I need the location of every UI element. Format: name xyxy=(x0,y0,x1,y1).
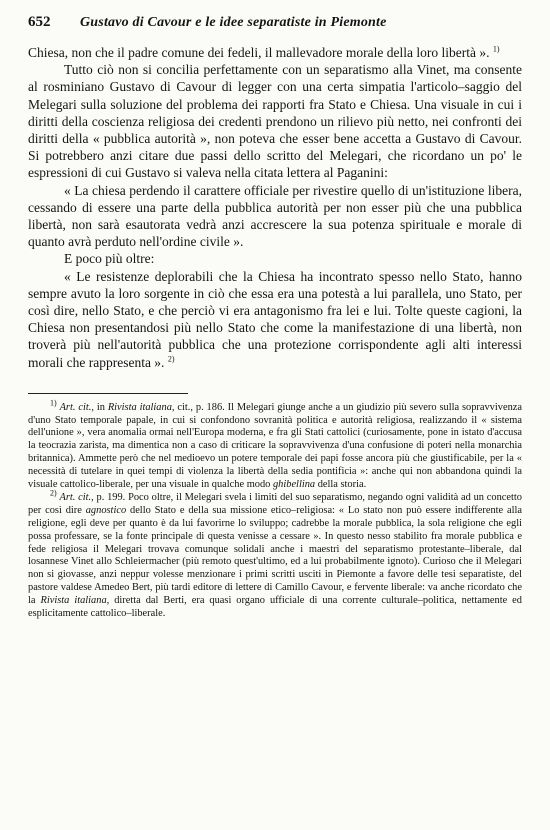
quotation: « Le resistenze deplorabili che la Chiesa ha incontrato spesso nello Stato, hanno sempre avuto la loro sorgente in ciò che essa era una potestà a lui parallela, uno Stato, per così dire, nello Stato, e che perciò vi era antagonismo fra lei e lui. Tolte queste cagioni, la Chiesa non presentandosi più nello Stato che come la manifestazione di una libertà, non troverà più nell'autorità pubblica che una protezione corrispondente agli alti interessi morali che rappresenta ». $^{2)}$ xyxy=(28,268,522,370)
footnote: $^{1)}$ Art. cit., in Rivista italiana, cit., p. 186. Il Melegari giunge anche a un giudizio più severo sulla sopravvivenza d'uno Stato temporale papale, in cui si confondono sovranità politica e autorità religiosa, realizzando il « sistema dell'unione », vera anomalia ormai nell'Europa moderna, e fra gli Stati cattolici (curiosamente, pone in istato d'accusa la teocrazia zarista, ma dimentica non a caso di criticare la sopravvivenza d'una confusione di poteri nella monarchia britannica). Ammette però che nel medioevo un potere temporale dei papi fosse ancora più che giustificabile, per la « necessità di tutelare in quei tempi di violenza la libertà della sedia pontificia »: anche qui non abbandona quindi la visuale cattolico-liberale, per una visuale in qualche modo ghibellina della storia. xyxy=(28,398,522,490)
footnote-ref: 1) xyxy=(492,44,500,54)
paragraph: E poco più oltre: xyxy=(64,251,155,267)
footnote-divider xyxy=(28,393,188,394)
paragraph: Chiesa, non che il padre comune dei fedeli, il mallevadore morale della loro libertà ». $^{1)}$ xyxy=(28,44,500,60)
main-text xyxy=(28,44,522,371)
running-head: Gustavo di Cavour e le idee separatiste in Piemonte xyxy=(80,15,387,30)
footnotes xyxy=(28,398,522,621)
page-number: 652 xyxy=(28,14,51,30)
paragraph: Tutto ciò non si concilia perfettamente con un separatismo alla Vinet, ma consente al rosminiano Gustavo di Cavour di legger con una certa simpatia l'articolo–saggio del Melegari sulla soluzione del problema dei rapporti fra Stato e Chiesa. Una visuale in cui i diritti della coscienza religiosa dei credenti prendono un rilievo più netto, nei confronti dei diritti della « pubblica autorità », non poteva che esser bene accetta a Gustavo di Cavour. Si potrebbero anzi citare due passi dello scritto del Melegari, che ricordano un po' le espressioni di cui Gustavo si valeva nella citata lettera al Paganini: xyxy=(28,62,522,181)
footnote-marker: 2) xyxy=(50,488,57,498)
quotation: « La chiesa perdendo il carattere officiale per rivestire quello di un'istituzione libera, cessando di essere una parte della pubblica autorità per non esser più che una pubblica libertà, non sarà esautorata vedrà anzi accrescere la sua potenza spirituale e morale di quanto avrà perduto nell'ordine civile ». xyxy=(28,182,522,250)
page-header xyxy=(28,14,522,44)
footnote-marker: 1) xyxy=(50,398,57,408)
footnote-ref: 2) xyxy=(167,354,175,364)
footnote: $^{2)}$ Art. cit., p. 199. Poco oltre, il Melegari svela i limiti del suo separatismo, negando ogni validità ad un concetto per così dire agnostico dello Stato e della sua missione etico–religiosa: « Lo stato non può essere indifferente alla religione, egli deve per quanto è da lui favorirne lo sviluppo; cadrebbe la morale pubblica, la sola religione che egli possa professare, se la fonte principale di questa venisse a cessare ». In questo nesso stabilito fra morale pubblica e fede religiosa il Melegari trovava comunque solidali anche i maestri del separatismo protestante–liberale, dal losannese Vinet allo Schleiermacher (più remoto quest'ultimo, ed a lui probabilmente ignoto). Curioso che il Melegari non si giovasse, anzi neppur volesse menzionare i primi scritti usciti in Piemonte a favore delle tesi separatiste, del pastore valdese Amedeo Bert, più tardi editore di lettere di Camillo Cavour, e fervente liberale: va anche ricordato che la Rivista italiana, diretta dal Berti, era quasi organo ufficiale di una corrente culturale–politica, nettamente ed esplicitamente cattolico–liberale. xyxy=(28,488,522,619)
